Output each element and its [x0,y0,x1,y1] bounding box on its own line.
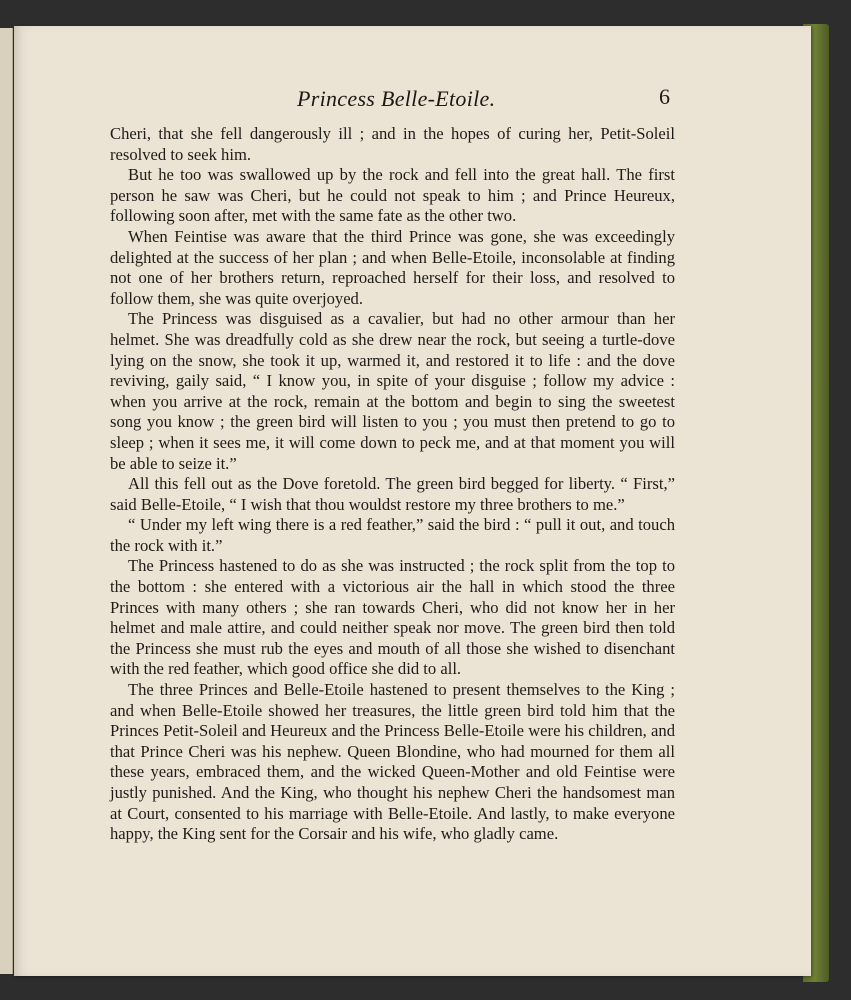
facing-page-edge [0,28,13,974]
running-head [14,82,811,116]
paragraph: “ Under my left wing there is a red feather,” said the bird : “ pull it out, and touch the rock with it.” [110,515,675,555]
paragraph: The Princess was disguised as a cavalier, but had no other armour than her helmet. She was dreadfully cold as she drew near the rock, but seeing a turtle-dove lying on the snow, she took it up, warmed it, and restored it to life : and the dove reviving, gaily said, “ I know you, in spite of your disguise ; follow my advice : when you arrive at the rock, remain at the bottom and begin to sing the sweetest song you know ; the green bird will listen to you ; you must then pretend to go to sleep ; when it sees me, it will come down to peck me, and at that moment you will be able to seize it.” [110,309,675,473]
paragraph: All this fell out as the Dove foretold. The green bird begged for liberty. “ First,” said Belle-Etoile, “ I wish that thou wouldst restore my three brothers to me.” [110,474,675,514]
paragraph: When Feintise was aware that the third Prince was gone, she was exceedingly delighted at the success of her plan ; and when Belle-Etoile, inconsolable at finding not one of her brothers return, reproached herself for their loss, and resolved to follow them, she was quite overjoyed. [110,226,675,308]
book-page [14,26,811,976]
paragraph: But he too was swallowed up by the rock and fell into the great hall. The first person he saw was Cheri, but he could not speak to him ; and Prince Heureux, following soon after, met with the same fate as the other two. [110,165,675,226]
paragraph: Cheri, that she fell dangerously ill ; and in the hopes of curing her, Petit-Soleil resolved to seek him. [110,124,675,164]
body-text [110,124,675,845]
paragraph: The Princess hastened to do as she was instructed ; the rock split from the top to the bottom : she entered with a victorious air the hall in which stood the three Princes with many others ; she ran towards Cheri, who did not know her in her helmet and male attire, and could neither speak nor move. The green bird then told the Princess she must rub the eyes and mouth of all those she wished to disenchant with the red feather, which good office she did to all. [110,556,675,679]
running-title: Princess Belle-Etoile. [297,86,496,111]
paragraph: The three Princes and Belle-Etoile hastened to present themselves to the King ; and when Belle-Etoile showed her treasures, the little green bird told him that the Princes Petit-Soleil and Heureux and the Princess Belle-Etoile were his children, and that Prince Cheri was his nephew. Queen Blondine, who had mourned for them all these years, embraced them, and the wicked Queen-Mother and old Feintise were justly punished. And the King, who thought his nephew Cheri the handsomest man at Court, consented to his marriage with Belle-Etoile. And lastly, to make everyone happy, the King sent for the Corsair and his wife, who gladly came. [110,680,675,844]
page-number: 6 [659,84,670,109]
